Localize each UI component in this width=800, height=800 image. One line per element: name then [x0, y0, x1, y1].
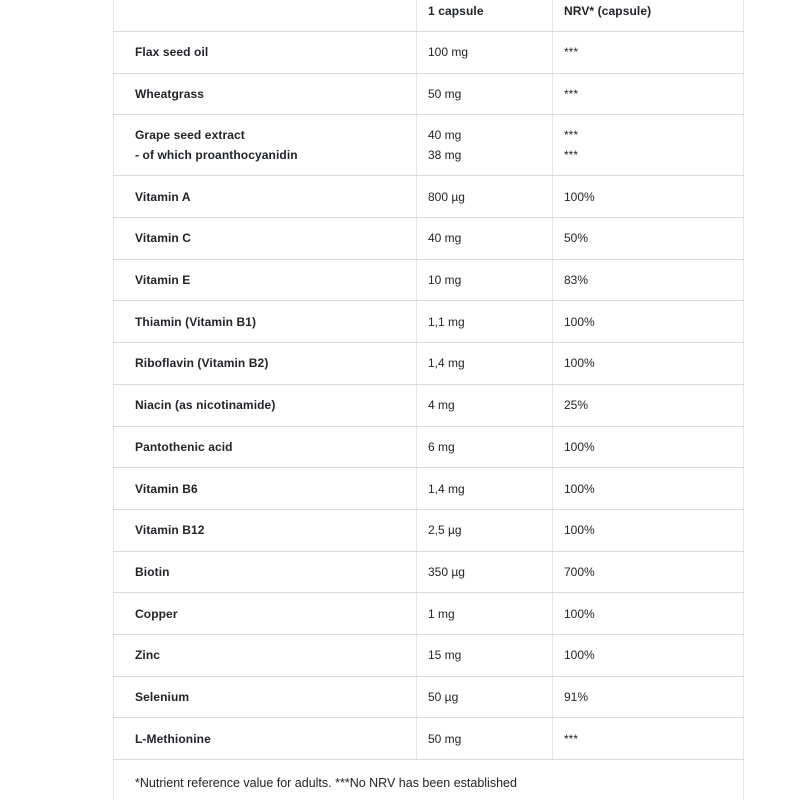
cell-name: Flax seed oil [114, 32, 417, 74]
cell-amount: 100 mg [417, 32, 553, 74]
cell-name: Zinc [114, 634, 417, 676]
table-row [114, 551, 744, 593]
cell-nrv: 100% [553, 509, 744, 551]
cell-name: Vitamin B6 [114, 468, 417, 510]
cell-nrv: *** [553, 73, 744, 115]
cell-amount: 800 µg [417, 176, 553, 218]
column-header-nrv: NRV* (capsule) [553, 0, 744, 32]
column-header-amount: 1 capsule [417, 0, 553, 32]
table-footer [114, 760, 744, 800]
cell-amount: 50 mg [417, 718, 553, 760]
nutrition-table-wrap [113, 0, 744, 800]
table-row [114, 73, 744, 115]
table-row [114, 676, 744, 718]
cell-name: Grape seed extract - of which proanthocyanidin [114, 115, 417, 176]
cell-amount: 40 mg [417, 218, 553, 260]
column-header-ingredient [114, 0, 417, 32]
cell-amount: 1,4 mg [417, 468, 553, 510]
cell-nrv: *** *** [553, 115, 744, 176]
cell-nrv: 100% [553, 426, 744, 468]
nutrition-facts-table [113, 0, 744, 800]
cell-nrv: *** [553, 32, 744, 74]
cell-amount: 10 mg [417, 259, 553, 301]
table-row [114, 32, 744, 74]
cell-amount: 350 µg [417, 551, 553, 593]
footnote-text: *Nutrient reference value for adults. ***No NRV has been established [114, 760, 744, 800]
cell-name: Wheatgrass [114, 73, 417, 115]
table-row [114, 259, 744, 301]
cell-nrv: 100% [553, 301, 744, 343]
cell-amount: 15 mg [417, 634, 553, 676]
cell-name: Vitamin A [114, 176, 417, 218]
table-row [114, 343, 744, 385]
table-row [114, 301, 744, 343]
cell-nrv: 700% [553, 551, 744, 593]
cell-name: L-Methionine [114, 718, 417, 760]
table-row [114, 176, 744, 218]
table-row [114, 218, 744, 260]
table-row [114, 509, 744, 551]
table-row [114, 593, 744, 635]
cell-amount: 1 mg [417, 593, 553, 635]
table-row [114, 384, 744, 426]
footnote-row [114, 760, 744, 800]
cell-amount: 40 mg 38 mg [417, 115, 553, 176]
cell-nrv: 100% [553, 593, 744, 635]
cell-name: Riboflavin (Vitamin B2) [114, 343, 417, 385]
cell-name: Pantothenic acid [114, 426, 417, 468]
cell-amount: 1,1 mg [417, 301, 553, 343]
cell-nrv: 25% [553, 384, 744, 426]
cell-name: Vitamin C [114, 218, 417, 260]
header-row [114, 0, 744, 32]
table-header [114, 0, 744, 32]
cell-name: Vitamin E [114, 259, 417, 301]
table-row [114, 468, 744, 510]
cell-amount: 6 mg [417, 426, 553, 468]
cell-name: Niacin (as nicotinamide) [114, 384, 417, 426]
cell-amount: 50 µg [417, 676, 553, 718]
table-row [114, 426, 744, 468]
cell-nrv: 100% [553, 343, 744, 385]
cell-nrv: 83% [553, 259, 744, 301]
cell-name: Biotin [114, 551, 417, 593]
table-row [114, 634, 744, 676]
cell-name: Copper [114, 593, 417, 635]
cell-amount: 2,5 µg [417, 509, 553, 551]
cell-nrv: 91% [553, 676, 744, 718]
cell-nrv: 50% [553, 218, 744, 260]
cell-name: Vitamin B12 [114, 509, 417, 551]
cell-amount: 1,4 mg [417, 343, 553, 385]
table-row [114, 718, 744, 760]
cell-nrv: 100% [553, 176, 744, 218]
cell-nrv: *** [553, 718, 744, 760]
cell-name: Selenium [114, 676, 417, 718]
table-body [114, 32, 744, 760]
cell-nrv: 100% [553, 468, 744, 510]
cell-name: Thiamin (Vitamin B1) [114, 301, 417, 343]
cell-nrv: 100% [553, 634, 744, 676]
table-row [114, 115, 744, 176]
cell-amount: 4 mg [417, 384, 553, 426]
cell-amount: 50 mg [417, 73, 553, 115]
